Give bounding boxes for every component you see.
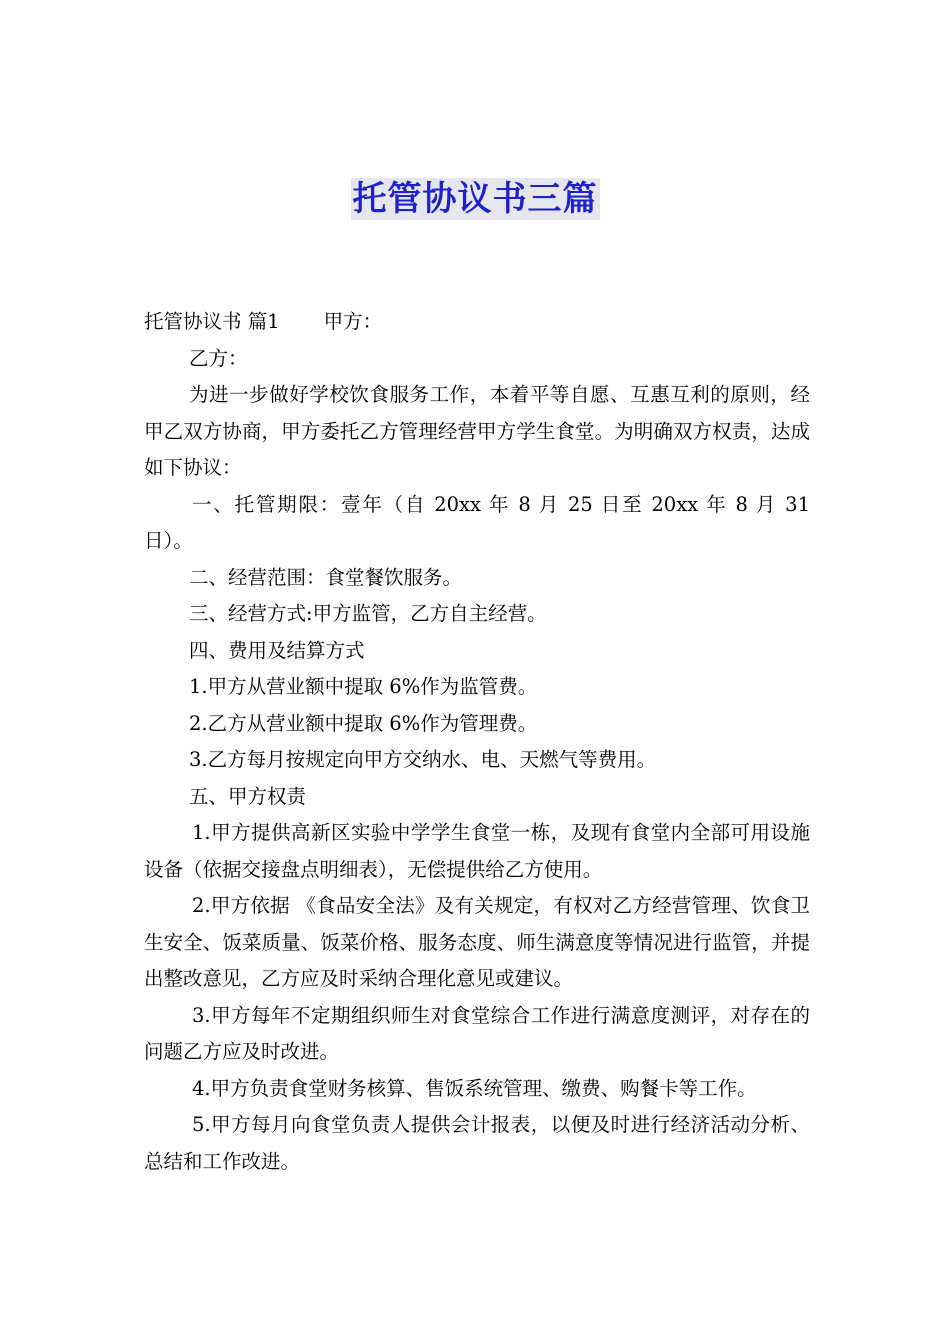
paragraph-term: 一、托管期限：壹年（自 20xx 年 8 月 25 日至 20xx 年 8 月 31 日）。: [144, 492, 817, 552]
title-container: [0, 178, 950, 220]
document-body: [144, 304, 817, 1180]
paragraph-fee-2: 2.乙方从营业额中提取 6%作为管理费。: [189, 711, 538, 735]
paragraph-right-4: 4.甲方负责食堂财务核算、售饭系统管理、缴费、购餐卡等工作。: [192, 1076, 757, 1100]
paragraph-right-5: 5.甲方每月向食堂负责人提供会计报表，以便及时进行经济活动分析、总结和工作改进。: [144, 1113, 810, 1173]
document-title: 托管协议书三篇: [352, 179, 598, 219]
paragraph-right-1: 1.甲方提供高新区实验中学学生食堂一栋，及现有食堂内全部可用设施设备（依据交接盘点明细表），无偿提供给乙方使用。: [144, 821, 810, 881]
paragraph-party-b: 乙方：: [189, 346, 248, 370]
header-line: [144, 304, 810, 341]
paragraph-fees-heading: 四、费用及结算方式: [189, 638, 365, 662]
paragraph-right-3: 3.甲方每年不定期组织师生对食堂综合工作进行满意度测评，对存在的问题乙方应及时改进。: [144, 1003, 810, 1063]
paragraph-preamble: 为进一步做好学校饮食服务工作，本着平等自愿、互惠互利的原则，经甲乙双方协商，甲方委托乙方管理经营甲方学生食堂。为明确双方权责，达成如下协议：: [144, 383, 810, 479]
paragraph-right-2: 2.甲方依据 《食品安全法》及有关规定，有权对乙方经营管理、饮食卫生安全、饭菜质量、饭菜价格、服务态度、师生满意度等情况进行监管，并提出整改意见，乙方应及时采纳合理化意见或建议。: [144, 894, 810, 990]
party-a-label: 甲方：: [323, 310, 383, 333]
paragraph-mode: 三、经营方式:甲方监管，乙方自主经营。: [189, 602, 547, 625]
paragraph-fee-1: 1.甲方从营业额中提取 6%作为监管费。: [189, 675, 538, 698]
section-heading: 托管协议书 篇1: [144, 310, 280, 333]
paragraph-scope: 二、经营范围：食堂餐饮服务。: [189, 565, 463, 589]
paragraph-rights-heading: 五、甲方权责: [189, 784, 307, 808]
paragraph-fee-3: 3.乙方每月按规定向甲方交纳水、电、天燃气等费用。: [189, 748, 657, 771]
